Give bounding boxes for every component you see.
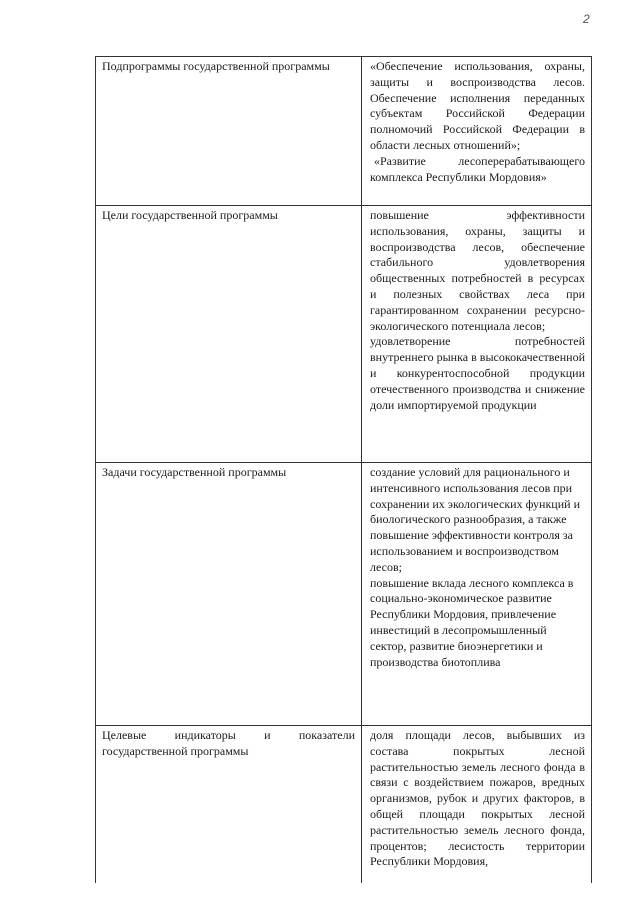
row-value (362, 206, 591, 462)
table-row-goals (96, 206, 591, 463)
row-value (362, 57, 591, 205)
row-paragraph: удовлетворение потребностей внутреннего рынка в высококачественной и конкурентоспособной продукции отечественного производства и снижение доли импортируемой продукции (370, 334, 585, 412)
row-paragraph: «Обеспечение использования, охраны, защиты и воспроизводства лесов. Обеспечение исполнения переданных субъектам Российской Федерации полномочий Российской Федерации в области лесных отношений»; (370, 59, 585, 152)
row-paragraph: повышение вклада лесного комплекса в социально-экономическое развитие Республики Мордовия, привлечение инвестиций в лесопромышленный сектор, развитие биоэнергетики и производства биотоплива (370, 575, 574, 669)
table-row-subprograms (96, 57, 591, 206)
row-label: Задачи государственной программы (96, 463, 362, 725)
row-label: Целевые индикаторы и показатели государственной программы (96, 726, 362, 883)
row-paragraph: повышение эффективности использования, охраны, защиты и воспроизводства лесов, обеспечение стабильного удовлетворения общественных потребностей в ресурсах и полезных свойствах леса при гарантированном сохранении ресурсно-экологического потенциала лесов; (370, 208, 585, 333)
row-value (362, 726, 591, 883)
row-label: Цели государственной программы (96, 206, 362, 462)
table-row-tasks (96, 463, 591, 726)
table-row-indicators (96, 726, 591, 883)
program-passport-table (95, 56, 592, 883)
row-paragraph: «Развитие лесоперерабатывающего комплекса Республики Мордовия» (370, 153, 585, 184)
row-value (362, 463, 591, 725)
row-label: Подпрограммы государственной программы (96, 57, 362, 205)
row-paragraph: создание условий для рационального и интенсивного использования лесов при сохранении их экологических функций и биологического разнообразия, а также повышение эффективности контроля за использованием и воспроизводством лесов; (370, 465, 580, 574)
page-number: 2 (583, 12, 590, 26)
row-paragraph: доля площади лесов, выбывших из состава покрытых лесной растительностью земель лесного фонда в связи с воздействием пожаров, вредных организмов, рубок и других факторов, в общей площади покрытых лесной растительностью земель лесного фонда, процентов; лесистость территории Республики Мордовия, (370, 728, 585, 869)
